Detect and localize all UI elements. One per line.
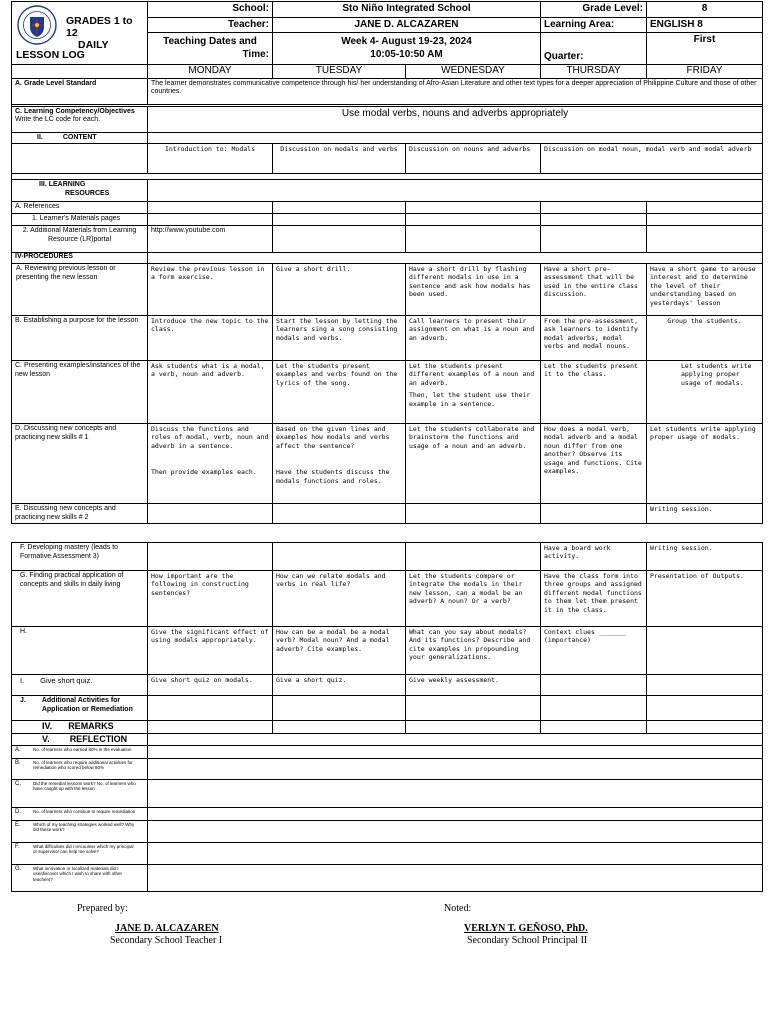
content-header-blank bbox=[148, 132, 763, 144]
procedure-a-monday: Review the previous lesson in a form exercise. bbox=[148, 263, 273, 315]
content-label-text: CONTENT bbox=[62, 133, 97, 141]
procedure-c-wednesday bbox=[406, 360, 541, 423]
procedure-f-tuesday bbox=[273, 543, 406, 571]
procedure-g-monday: How important are the following in constructing sentences? bbox=[148, 571, 273, 627]
procedure-h-friday bbox=[647, 627, 763, 675]
procedure-c-wednesday-extra: Then, let the student use their example in a sentence. bbox=[409, 391, 531, 408]
procedure-d-label: D. Discussing new concepts and practicing new skills # 1 bbox=[12, 423, 148, 503]
remarks-num: IV. bbox=[42, 721, 53, 731]
dates-label bbox=[148, 33, 273, 65]
procedure-b-monday: Introduce the new topic to the class. bbox=[148, 315, 273, 360]
procedure-e-label: E. Discussing new concepts and practicing new skills # 2 bbox=[12, 503, 148, 524]
procedure-h-label: H. bbox=[12, 627, 148, 675]
procedure-d-monday-text: Discuss the functions and roles of modal, verb, noun and adverb in a sentence. bbox=[151, 424, 269, 450]
reflection-item-b-answer bbox=[148, 759, 763, 780]
procedure-d-tuesday-extra: Have the students discuss the modals functions and roles. bbox=[276, 468, 390, 485]
am-wed bbox=[406, 226, 541, 253]
dates-value-2: 10:05-10:50 AM bbox=[370, 48, 443, 60]
procedure-a-wednesday: Have a short drill by flashing different modals in use in a sentence and ask how modals has been used. bbox=[406, 263, 541, 315]
reflection-item-b-text: No. of learners who require additional activities for remediation who scored below 80% bbox=[33, 760, 133, 771]
content-label bbox=[12, 132, 148, 144]
procedure-b-friday: Group the students. bbox=[647, 315, 763, 360]
lesson-log-title: LESSON LOG bbox=[16, 49, 85, 61]
principal-name: VERLYN T. GEÑOSO, PhD. bbox=[464, 923, 588, 934]
reflection-item-f-answer bbox=[148, 843, 763, 865]
learning-resources-label bbox=[12, 180, 148, 202]
day-thursday: THURSDAY bbox=[541, 65, 647, 79]
reflection-item-d bbox=[12, 808, 148, 821]
procedure-d-monday-extra: Then provide examples each. bbox=[151, 468, 257, 477]
lm-fri bbox=[647, 214, 763, 226]
grade-level-standard-text: The learner demonstrates communicative competence through his/ her understanding of Afro-Asian Literature and other text types for a deeper appreciation of Philippine Culture and those of other countries. bbox=[148, 78, 763, 104]
reflection-item-b bbox=[12, 759, 148, 780]
reflection-item-d-letter: D. bbox=[15, 809, 21, 816]
remarks-text: REMARKS bbox=[68, 721, 114, 731]
grades-title-2: 12 bbox=[66, 27, 78, 40]
ref-thu bbox=[541, 202, 647, 214]
procedure-d-tuesday bbox=[273, 423, 406, 503]
lesson-log-table-2 bbox=[11, 542, 763, 892]
reflection-item-g-letter: G. bbox=[15, 866, 22, 873]
ref-wed bbox=[406, 202, 541, 214]
content-monday: Introduction to: Modals bbox=[148, 144, 273, 174]
procedure-e-thursday bbox=[541, 503, 647, 524]
ref-tue bbox=[273, 202, 406, 214]
daily-title: DAILY bbox=[78, 39, 109, 52]
procedures-blank bbox=[148, 253, 763, 264]
procedure-d-thursday: How does a modal verb, modal adverb and a modal noun differ from one another? Observe its usage and functions. Cite examples. bbox=[541, 423, 647, 503]
day-wednesday: WEDNESDAY bbox=[406, 65, 541, 79]
procedures-label: IV-PROCEDURES bbox=[12, 253, 148, 264]
lm-thu bbox=[541, 214, 647, 226]
procedure-c-friday: Let students write applying proper usage of modals. bbox=[647, 360, 763, 423]
procedure-e-tuesday bbox=[273, 503, 406, 524]
reflection-item-f-letter: F. bbox=[15, 844, 20, 851]
reflection-item-g-text: What innovation or localized materials did I use/discover which I wish to share with other teachers? bbox=[33, 866, 123, 882]
content-wednesday: Discussion on nouns and adverbs bbox=[406, 144, 541, 174]
quarter-label: Quarter: bbox=[541, 33, 647, 65]
procedure-f-monday bbox=[148, 543, 273, 571]
procedure-i-text: Give short quiz. bbox=[40, 676, 93, 685]
procedure-a-label: A. Reviewing previous lesson or presenting the new lesson bbox=[12, 263, 148, 315]
procedure-g-label: G. Finding practical application of concepts and skills in daily living bbox=[12, 571, 148, 627]
content-label-num: II. bbox=[37, 133, 43, 141]
header-title-cell bbox=[12, 2, 148, 65]
reflection-item-d-text: No. of learners who continue to require remediation bbox=[33, 809, 136, 815]
procedure-b-tuesday: Start the lesson by letting the learners sing a song consisting modals and verbs. bbox=[273, 315, 406, 360]
learning-resources-label-2: RESOURCES bbox=[65, 190, 110, 197]
procedure-j-num: J. bbox=[20, 697, 26, 704]
reflection-item-c bbox=[12, 780, 148, 808]
learning-area-value: ENGLISH 8 bbox=[647, 17, 763, 33]
learning-competency-text: Use modal verbs, nouns and adverbs appropriately bbox=[148, 106, 763, 132]
principal-title: Secondary School Principal II bbox=[467, 935, 588, 946]
procedure-c-label: C. Presenting examples/instances of the new lesson bbox=[12, 360, 148, 423]
am-thu bbox=[541, 226, 647, 253]
grade-level-standard-label: A. Grade Level Standard bbox=[12, 78, 148, 104]
reflection-item-c-text: Did the remedial lessons work? No. of learners who have caught up with the lesson bbox=[33, 781, 136, 792]
reflection-text: REFLECTION bbox=[69, 734, 128, 744]
references-label: A. References bbox=[12, 202, 148, 214]
procedure-c-tuesday: Let the students present examples and verbs found on the lyrics of the song. bbox=[273, 360, 406, 423]
school-value: Sto Niño Integrated School bbox=[273, 2, 541, 18]
procedure-d-tuesday-text: Based on the given lines and examples how modals and verbs affect the sentence? bbox=[276, 424, 390, 450]
procedure-f-friday: Writing session. bbox=[647, 543, 763, 571]
procedure-j-monday bbox=[148, 696, 273, 721]
procedure-d-friday: Let students write applying proper usage of modals. bbox=[647, 423, 763, 503]
reflection-item-b-letter: B. bbox=[15, 760, 21, 767]
teacher-value: JANE D. ALCAZAREN bbox=[273, 17, 541, 33]
reflection-item-a-text: No. of learners who earned 80% in the evaluation bbox=[33, 747, 132, 753]
procedure-a-friday: Have a short game to arouse interest and to determine the level of their understanding based on yesterdays' lesson bbox=[647, 263, 763, 315]
procedure-i-monday: Give short quiz on modals. bbox=[148, 675, 273, 696]
procedure-g-tuesday: How can we relate modals and verbs in real life? bbox=[273, 571, 406, 627]
reflection-item-c-letter: C. bbox=[15, 781, 21, 788]
remarks-thursday bbox=[541, 721, 647, 734]
school-label: School: bbox=[148, 2, 273, 18]
procedure-c-thursday: Let the students present it to the class. bbox=[541, 360, 647, 423]
noted-label: Noted: bbox=[444, 903, 472, 914]
dates-label-1: Teaching Dates and bbox=[163, 36, 257, 47]
procedure-g-wednesday: Let the students compare or integrate the modals in their new lesson, can a modal be an adverb? A noun? Or a verb? bbox=[406, 571, 541, 627]
lm-mon bbox=[148, 214, 273, 226]
remarks-friday bbox=[647, 721, 763, 734]
deped-seal-icon bbox=[17, 5, 57, 45]
procedure-d-wednesday: Let the students collaborate and brainstorm the functions and usage of a noun and an adverb. bbox=[406, 423, 541, 503]
reflection-num: V. bbox=[42, 734, 50, 744]
reflection-item-e-letter: E. bbox=[15, 822, 21, 829]
procedure-f-label: F. Developing mastery (leads to Formative Assessment 3) bbox=[12, 543, 148, 571]
procedure-i-label bbox=[12, 675, 148, 696]
procedure-f-wednesday bbox=[406, 543, 541, 571]
additional-materials-label: 2. Additional Materials from Learning Resource (LR)portal bbox=[12, 226, 148, 253]
reflection-item-a bbox=[12, 746, 148, 759]
reflection-item-e bbox=[12, 821, 148, 843]
procedure-d-monday bbox=[148, 423, 273, 503]
procedure-h-monday: Give the significant effect of using modals appropriately. bbox=[148, 627, 273, 675]
preparer-name: JANE D. ALCAZAREN bbox=[115, 923, 219, 934]
reflection-item-g-answer bbox=[148, 865, 763, 892]
content-blank-label bbox=[12, 144, 148, 174]
teacher-label: Teacher: bbox=[148, 17, 273, 33]
reflection-item-e-text: Which of my teaching strategies worked well? Why did these work? bbox=[33, 822, 135, 833]
procedure-b-label: B. Establishing a purpose for the lesson bbox=[12, 315, 148, 360]
learning-resources-blank bbox=[148, 180, 763, 202]
procedure-i-thursday bbox=[541, 675, 647, 696]
procedure-e-wednesday bbox=[406, 503, 541, 524]
procedure-j-friday bbox=[647, 696, 763, 721]
reflection-item-f bbox=[12, 843, 148, 865]
grades-title: GRADES 1 to bbox=[66, 15, 133, 27]
procedure-e-friday: Writing session. bbox=[647, 503, 763, 524]
dates-value-1: Week 4- August 19-23, 2024 bbox=[341, 36, 472, 47]
reflection-item-e-answer bbox=[148, 821, 763, 843]
procedure-a-thursday: Have a short pre-assessment that will be used in the entire class discussion. bbox=[541, 263, 647, 315]
am-tue bbox=[273, 226, 406, 253]
reflection-item-g bbox=[12, 865, 148, 892]
procedure-c-monday: Ask students what is a modal, a verb, noun and adverb. bbox=[148, 360, 273, 423]
procedure-i-wednesday: Give weekly assessment. bbox=[406, 675, 541, 696]
procedure-h-tuesday: How can be a modal be a modal verb? Modal noun? And a modal adverb? Cite examples. bbox=[273, 627, 406, 675]
lm-tue bbox=[273, 214, 406, 226]
procedure-e-monday bbox=[148, 503, 273, 524]
procedure-i-tuesday: Give a short quiz. bbox=[273, 675, 406, 696]
reflection-item-a-letter: A. bbox=[15, 747, 21, 754]
procedure-c-wednesday-text: Let the students present different examples of a noun and an adverb. bbox=[409, 361, 535, 387]
day-tuesday: TUESDAY bbox=[273, 65, 406, 79]
procedure-h-thursday: Context clues _______ (importance) bbox=[541, 627, 647, 675]
learning-resources-label-1: III. LEARNING bbox=[39, 181, 86, 189]
procedure-j-label bbox=[12, 696, 148, 721]
lesson-log-table-1 bbox=[11, 1, 763, 524]
quarter-value: First bbox=[647, 33, 763, 65]
learning-competency-label-rest: Write the LC code for each. bbox=[15, 116, 101, 124]
procedure-j-tuesday bbox=[273, 696, 406, 721]
procedure-g-thursday: Have the class form into three groups and assigned different modal functions to them let them present it in the class. bbox=[541, 571, 647, 627]
procedure-h-wednesday: What can you say about modals? And its functions? Describe and cite examples in propounding your generalizations. bbox=[406, 627, 541, 675]
grade-level-label: Grade Level: bbox=[541, 2, 647, 18]
am-fri bbox=[647, 226, 763, 253]
procedure-j-wednesday bbox=[406, 696, 541, 721]
lm-pages-label: 1. Learner's Materials pages bbox=[12, 214, 148, 226]
procedure-j-thursday bbox=[541, 696, 647, 721]
youtube-link[interactable]: http://www.youtube.com bbox=[148, 226, 273, 253]
day-friday: FRIDAY bbox=[647, 65, 763, 79]
lm-wed bbox=[406, 214, 541, 226]
day-header-blank bbox=[12, 65, 148, 79]
preparer-title: Secondary School Teacher I bbox=[110, 935, 223, 946]
ref-mon bbox=[148, 202, 273, 214]
reflection-item-c-answer bbox=[148, 780, 763, 808]
reflection-item-f-text: What difficulties did I encounter which my principal or supervisor can help me solve? bbox=[33, 844, 134, 855]
procedure-f-thursday: Have a board work activity. bbox=[541, 543, 647, 571]
learning-area-label: Learning Area: bbox=[541, 17, 647, 33]
dates-value bbox=[273, 33, 541, 65]
reflection-label bbox=[12, 734, 148, 746]
learning-competency-label-bold: C. Learning Competency/Objectives bbox=[15, 107, 135, 115]
day-monday: MONDAY bbox=[148, 65, 273, 79]
learning-competency-label bbox=[12, 106, 148, 132]
remarks-label bbox=[12, 721, 148, 734]
remarks-tuesday bbox=[273, 721, 406, 734]
procedure-i-friday bbox=[647, 675, 763, 696]
ref-fri bbox=[647, 202, 763, 214]
reflection-item-a-answer bbox=[148, 746, 763, 759]
content-tuesday: Discussion on modals and verbs bbox=[273, 144, 406, 174]
content-thursday-friday: Discussion on modal noun, modal verb and modal adverb bbox=[541, 144, 763, 174]
procedure-i-num: I. bbox=[20, 676, 25, 685]
prepared-by-label: Prepared by: bbox=[77, 903, 128, 914]
reflection-blank bbox=[148, 734, 763, 746]
grade-level-value: 8 bbox=[647, 2, 763, 18]
procedure-j-text: Additional Activities for Application or Remediation bbox=[41, 697, 133, 713]
reflection-item-d-answer bbox=[148, 808, 763, 821]
dates-label-2: Time: bbox=[242, 48, 269, 60]
procedure-b-thursday: From the pre-assessment, ask learners to identify modal adverbs, modal verbs and modal nouns. bbox=[541, 315, 647, 360]
procedure-g-friday: Presentation of Outputs. bbox=[647, 571, 763, 627]
remarks-wednesday bbox=[406, 721, 541, 734]
procedure-b-wednesday: Call learners to present their assignment on what is a noun and an adverb. bbox=[406, 315, 541, 360]
procedure-a-tuesday: Give a short drill. bbox=[273, 263, 406, 315]
remarks-monday bbox=[148, 721, 273, 734]
